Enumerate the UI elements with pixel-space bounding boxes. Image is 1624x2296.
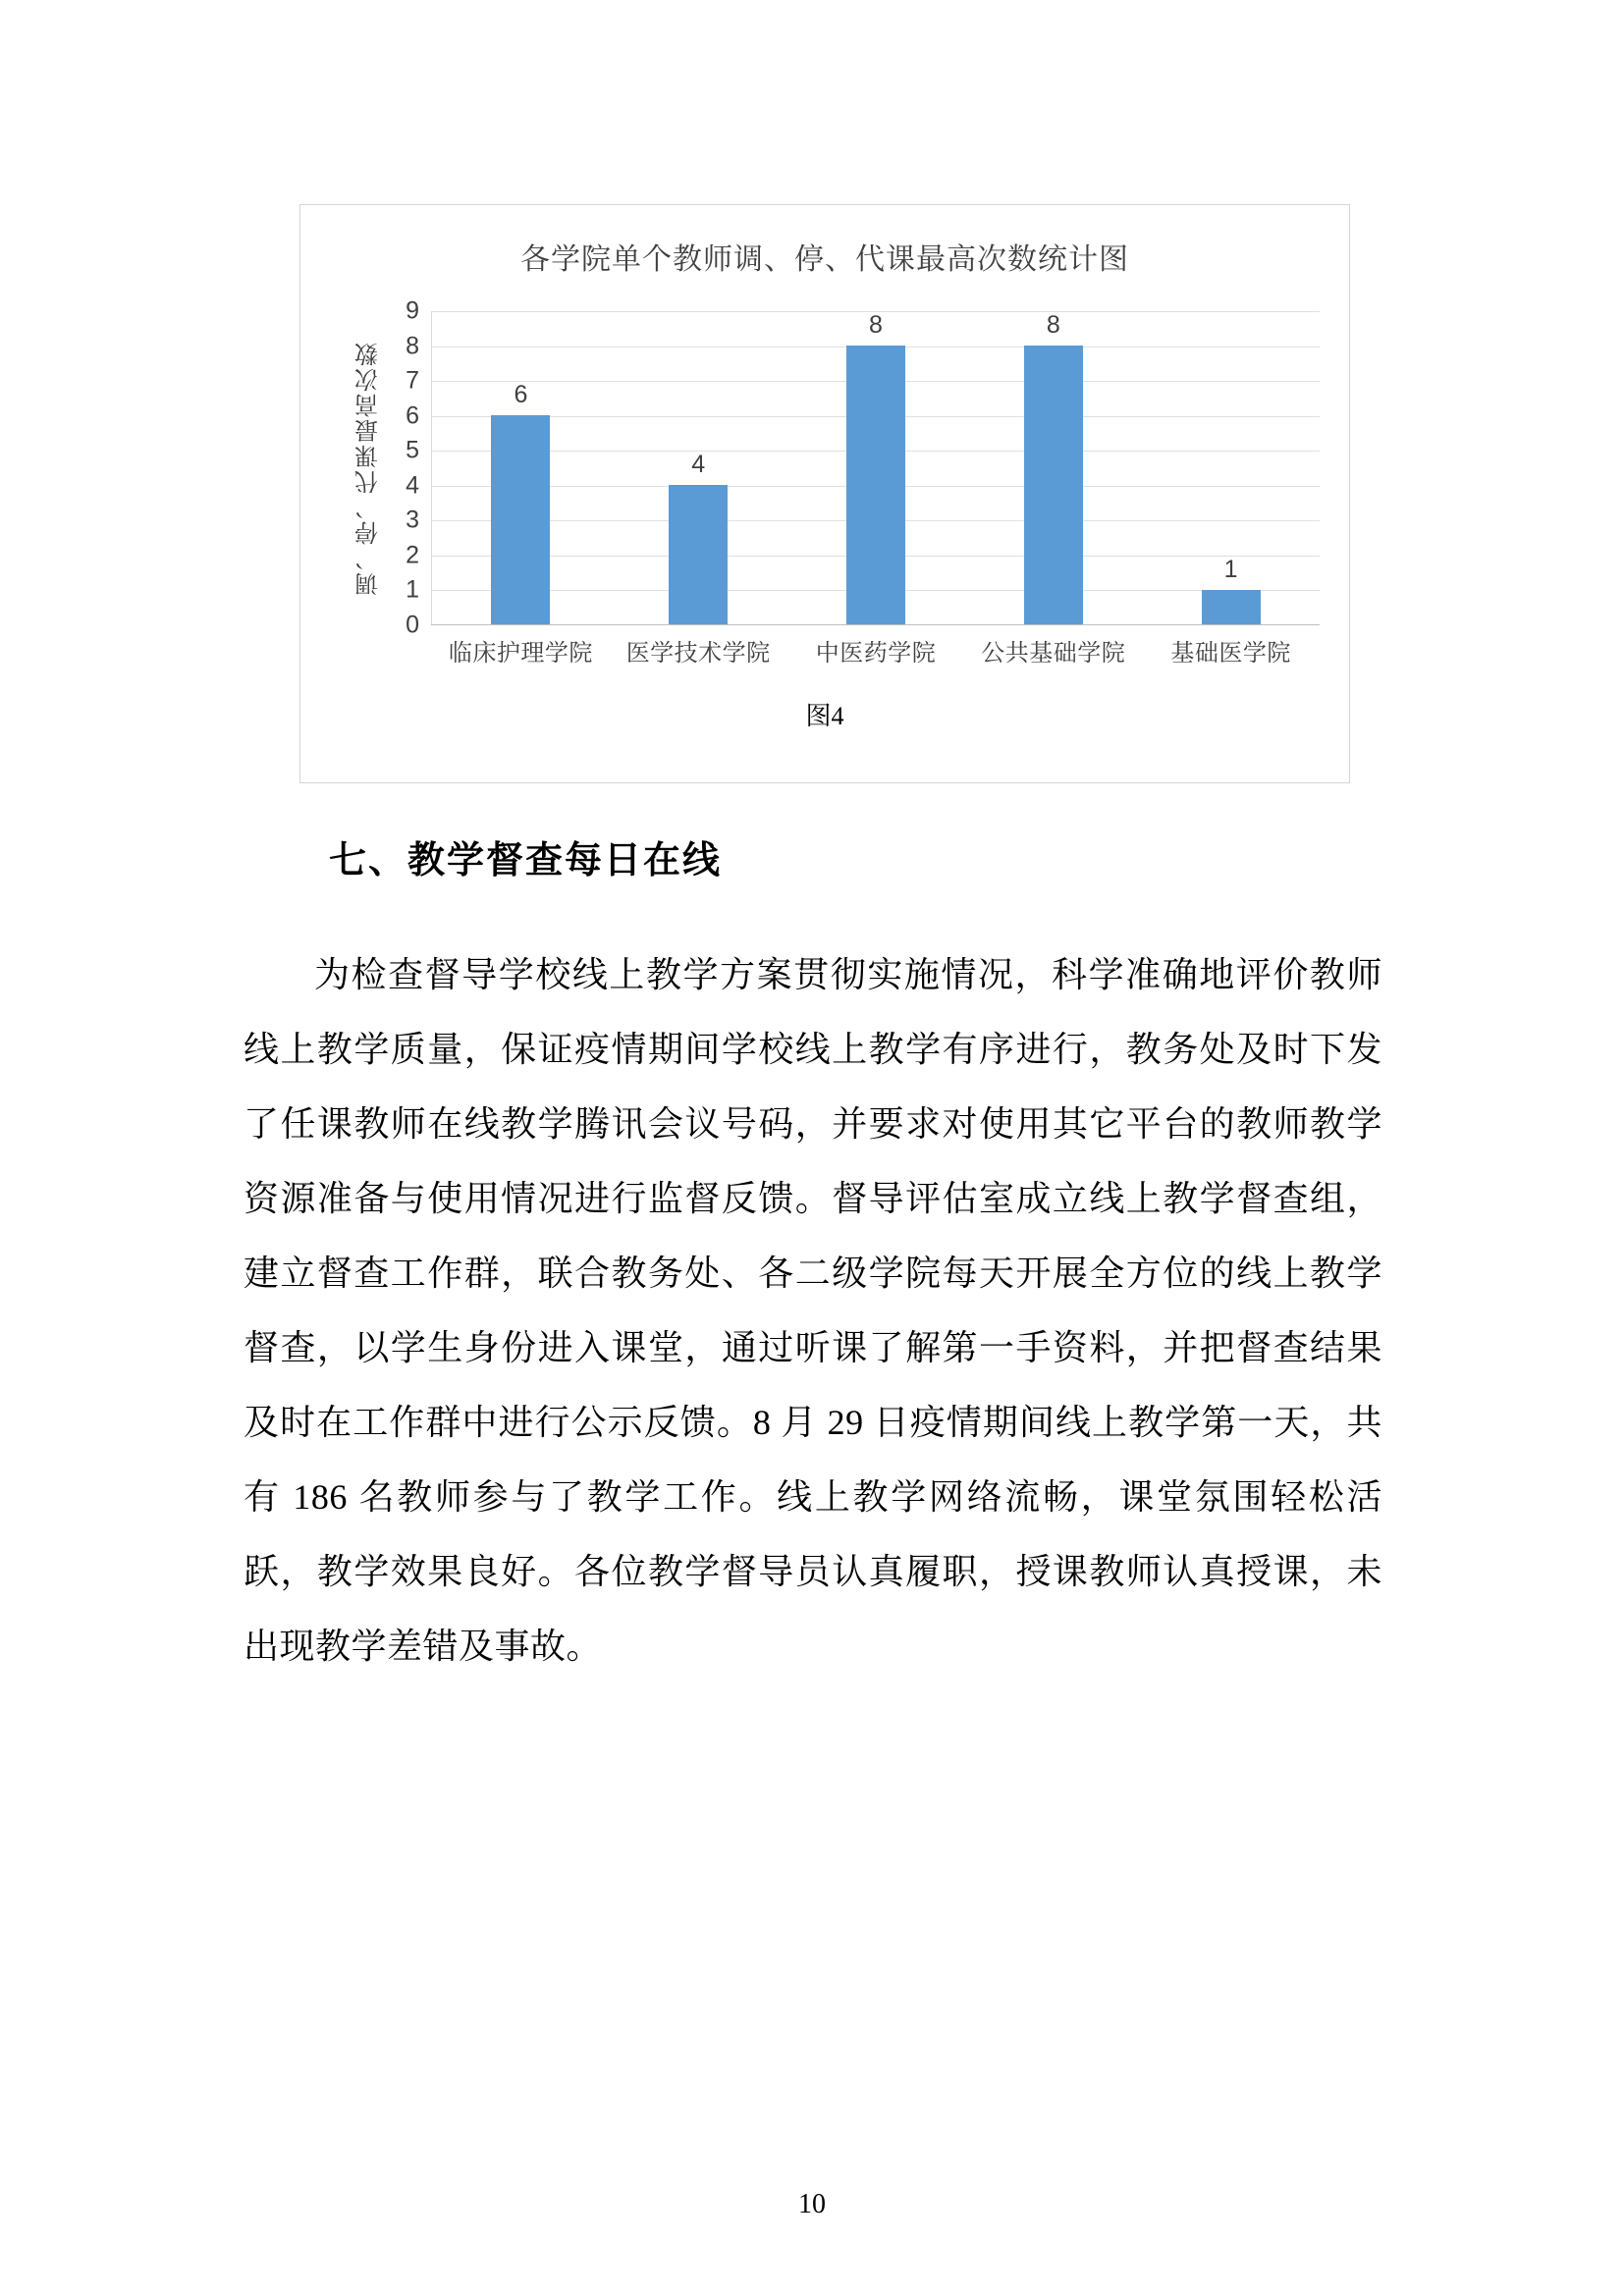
bar-value-label: 4 xyxy=(691,451,706,478)
bar xyxy=(1024,346,1083,624)
paragraph: 为检查督导学校线上教学方案贯彻实施情况，科学准确地评价教师线上教学质量，保证疫情期间学校线上教学有序进行，教务处及时下发了任课教师在线教学腾讯会议号码，并要求对使用其它平台的教师教学资源准备与使用情况进行监督反馈。督导评估室成立线上教学督查组，建立督查工作群，联合教务处、各二级学院每天开展全方位的线上教学督查，以学生身份进入课堂，通过听课了解第一手资料，并把督查结果及时在工作群中进行公示反馈。8 月 29 日疫情期间线上教学第一天，共有 186 名教师参与了教学工作。线上教学网络流畅，课堂氛围轻松活跃，教学效果良好。各位教学督导员认真履职，授课教师认真授课，未出现教学差错及事故。 xyxy=(244,955,1382,1666)
bar xyxy=(669,485,728,624)
y-tick-label: 4 xyxy=(406,471,419,500)
y-tick-label: 0 xyxy=(406,611,419,639)
x-tick-label: 临床护理学院 xyxy=(448,640,593,667)
x-tick-label: 基础医学院 xyxy=(1170,640,1291,667)
bar-series xyxy=(432,311,1320,624)
chart-y-axis-label: 调、停、代课最高次数 xyxy=(355,341,383,596)
bar xyxy=(1202,590,1261,625)
x-tick-label: 医学技术学院 xyxy=(625,640,771,667)
section-heading: 七、教学督查每日在线 xyxy=(329,840,723,881)
bar-value-label: 8 xyxy=(1046,311,1060,339)
chart-plot-area xyxy=(406,296,1320,639)
bar xyxy=(846,346,905,624)
page-number: 10 xyxy=(798,2189,826,2219)
x-axis-line xyxy=(431,624,1320,625)
y-tick-label: 1 xyxy=(406,575,419,604)
bar-slot xyxy=(610,311,787,624)
y-tick-label: 9 xyxy=(406,296,419,325)
bar-value-label: 6 xyxy=(514,381,528,408)
bar-value-label: 8 xyxy=(869,311,883,339)
bar-slot xyxy=(964,311,1142,624)
bar-value-label: 1 xyxy=(1223,556,1238,583)
y-tick-label: 6 xyxy=(406,401,419,430)
bar-slot xyxy=(432,311,610,624)
y-tick-label: 8 xyxy=(406,332,419,359)
chart-title: 各学院单个教师调、停、代课最高次数统计图 xyxy=(520,243,1129,276)
body-text xyxy=(244,937,1382,1683)
figure-caption: 图4 xyxy=(805,702,844,730)
bar-slot xyxy=(1142,311,1320,624)
y-tick-label: 2 xyxy=(406,541,419,569)
x-tick-label: 公共基础学院 xyxy=(981,640,1126,667)
bar-slot xyxy=(787,311,965,624)
y-tick-label: 7 xyxy=(406,366,419,395)
bar xyxy=(491,415,550,624)
y-tick-label: 5 xyxy=(406,436,419,464)
x-axis-category-labels xyxy=(432,633,1320,667)
bar-chart-figure xyxy=(299,204,1350,783)
x-tick-label: 中医药学院 xyxy=(815,640,937,667)
y-tick-label: 3 xyxy=(406,506,419,534)
